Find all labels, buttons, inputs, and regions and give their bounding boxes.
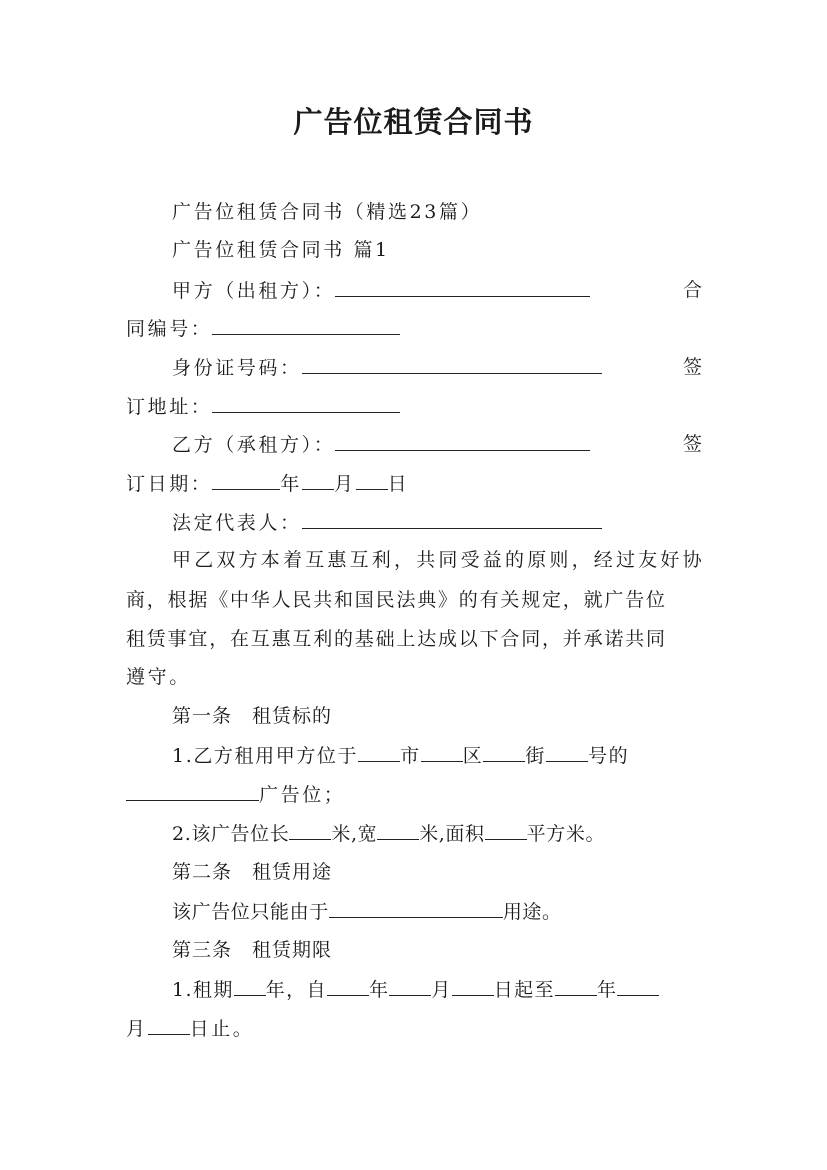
- lessor-blank[interactable]: [335, 278, 590, 297]
- part-heading: 广告位租赁合同书 篇1: [172, 239, 390, 261]
- city-label: 市: [400, 745, 421, 767]
- term-from-label: 年，自: [265, 979, 327, 1001]
- sign-date-label-start: 签: [683, 433, 705, 455]
- intro-line-2: 商，根据《中华人民共和国民法典》的有关规定，就广告位: [126, 589, 667, 611]
- area-label: 米,面积: [419, 823, 485, 845]
- contract-no-label: 同编号：: [126, 318, 213, 340]
- article-1-item-2: [172, 821, 605, 846]
- legal-rep-label: 法定代表人：: [172, 512, 302, 534]
- term-years-blank[interactable]: [234, 977, 266, 996]
- number-label: 号的: [587, 745, 630, 767]
- article-1-item-1-cont: [126, 782, 345, 807]
- usage-label: 该广告位只能由于: [172, 901, 329, 923]
- ad-spot-label: 广告位；: [259, 784, 346, 806]
- id-line: [172, 355, 602, 380]
- sign-place-label-start: 签: [683, 356, 705, 378]
- width-blank[interactable]: [377, 821, 419, 840]
- start-month-label: 月: [431, 979, 452, 1001]
- street-label: 街: [525, 745, 546, 767]
- id-label: 身份证号码：: [172, 357, 302, 379]
- legal-rep-blank[interactable]: [302, 510, 602, 529]
- start-day-label: 日起至: [493, 979, 555, 1001]
- area-blank[interactable]: [485, 821, 527, 840]
- length-label: 2.该广告位长: [172, 823, 290, 845]
- end-year-blank[interactable]: [555, 977, 597, 996]
- start-day-blank[interactable]: [452, 977, 494, 996]
- end-month-label: 月: [126, 1018, 148, 1040]
- day-label: 日: [387, 473, 410, 495]
- end-day-label: 日止。: [189, 1018, 255, 1040]
- document-title: 广告位租赁合同书: [293, 105, 534, 139]
- area-unit-label: 平方米。: [526, 823, 606, 845]
- street-blank[interactable]: [483, 743, 525, 762]
- article-1-item-1: [172, 743, 629, 768]
- article-1-item-1-text: 1.乙方租用甲方位于: [172, 745, 359, 767]
- id-blank[interactable]: [302, 355, 602, 374]
- district-label: 区: [462, 745, 484, 767]
- sign-place-blank[interactable]: [212, 394, 400, 413]
- lessor-label: 甲方（出租方）：: [172, 280, 336, 302]
- contract-no-label-start: 合: [683, 279, 705, 301]
- start-year-blank[interactable]: [327, 977, 369, 996]
- intro-line-3: 租赁事宜，在互惠互利的基础上达成以下合同，并承诺共同: [126, 628, 667, 650]
- sign-month-blank[interactable]: [302, 471, 334, 490]
- lessee-blank[interactable]: [335, 432, 590, 451]
- start-month-blank[interactable]: [389, 977, 431, 996]
- article-3-item-1: [172, 977, 659, 1002]
- month-label: 月: [334, 473, 356, 495]
- term-label: 1.租期: [172, 979, 234, 1001]
- lessee-label: 乙方（承租方）：: [172, 434, 336, 456]
- start-year-label: 年: [368, 979, 390, 1001]
- usage-suffix: 用途。: [502, 901, 562, 923]
- article-2-item-1: [172, 899, 562, 924]
- contract-no-line: [126, 316, 400, 341]
- legal-rep-line: [172, 510, 602, 535]
- end-year-label: 年: [596, 979, 618, 1001]
- article-3-heading: 第三条 租赁期限: [172, 939, 333, 961]
- length-blank[interactable]: [289, 821, 331, 840]
- contract-no-blank[interactable]: [212, 316, 400, 335]
- lessor-line: [172, 278, 590, 303]
- subtitle: 广告位租赁合同书（精选23篇）: [172, 201, 483, 223]
- number-blank[interactable]: [546, 743, 588, 762]
- end-day-blank[interactable]: [148, 1016, 190, 1035]
- article-3-item-1-cont: [126, 1016, 254, 1041]
- lessee-line: [172, 432, 590, 457]
- sign-date-label: 订日期：: [126, 473, 213, 495]
- ad-spot-blank[interactable]: [126, 782, 259, 801]
- sign-place-line: [126, 394, 400, 419]
- article-2-heading: 第二条 租赁用途: [172, 861, 333, 883]
- sign-day-blank[interactable]: [356, 471, 388, 490]
- district-blank[interactable]: [421, 743, 463, 762]
- article-1-heading: 第一条 租赁标的: [172, 705, 333, 727]
- year-label: 年: [280, 473, 303, 495]
- sign-year-blank[interactable]: [212, 471, 280, 490]
- intro-line-4: 遵守。: [126, 666, 191, 688]
- sign-place-label: 订地址：: [126, 396, 213, 418]
- width-label: 米,宽: [331, 823, 378, 845]
- usage-blank[interactable]: [329, 899, 503, 918]
- city-blank[interactable]: [358, 743, 400, 762]
- sign-date-line: [126, 471, 409, 496]
- end-month-blank[interactable]: [617, 977, 659, 996]
- intro-line-1: 甲乙双方本着互惠互利，共同受益的原则，经过友好协: [172, 549, 705, 571]
